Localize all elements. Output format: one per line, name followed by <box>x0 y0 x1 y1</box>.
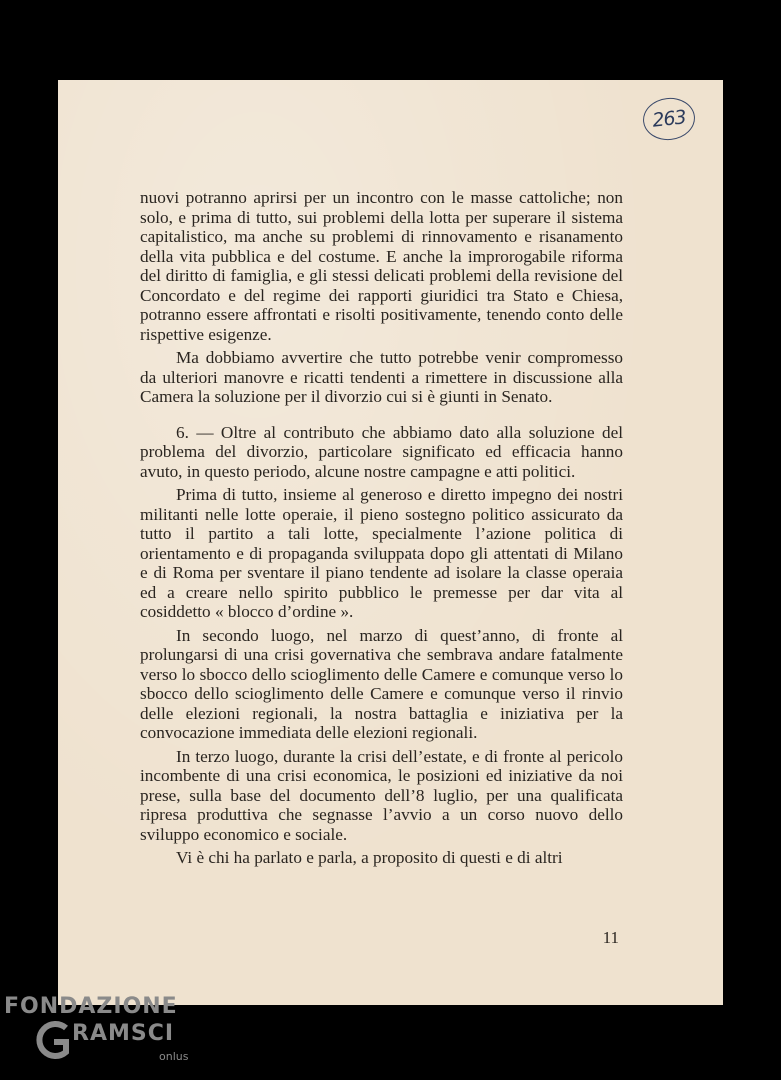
logo-line-3: onlus <box>159 1050 189 1063</box>
paragraph: In terzo luogo, durante la crisi dell’estate, e di fronte al pericolo incombente di una crisi economica, le posizioni ed iniziative da noi prese, sulla base del documento dell’8 luglio, per una qualificata ripresa produttiva che segnasse l’avvio a un corso nuovo dello sviluppo economico e sociale. <box>140 746 623 844</box>
body-text <box>140 188 623 868</box>
paragraph: Prima di tutto, insieme al generoso e diretto impegno dei nostri militanti nelle lotte operaie, il pieno sostegno politico assicurato da tutto il partito a tali lotte, specialmente l’azione politica di orientamento e di propaganda sviluppata dopo gli attentati di Milano e di Roma per sventare il piano tendente ad isolare la classe operaia ed a creare nello spirito pubblico le premesse per dar vita al cosiddetto « blocco d’ordine ». <box>140 485 623 621</box>
logo-line-2: RAMSCI <box>72 1021 175 1046</box>
paragraph-section-6: 6. — Oltre al contributo che abbiamo dato alla soluzione del problema del divorzio, particolare significato ed efficacia hanno avuto, in questo periodo, alcune nostre campagne e atti politici. <box>140 422 623 481</box>
archive-stamp <box>641 95 697 142</box>
paragraph: In secondo luogo, nel marzo di quest’anno, di fronte al prolungarsi di una crisi governativa che sembrava andare fatalmente verso lo sbocco dello scioglimento delle Camere e comunque verso lo sbocco dello scioglimento delle Camere e comunque verso il rinvio delle elezioni regionali, la nostra battaglia e iniziativa per la convocazione immediata delle elezioni regionali. <box>140 625 623 742</box>
paragraph: Vi è chi ha parlato e parla, a proposito di questi e di altri <box>176 848 563 867</box>
stamp-number: 263 <box>651 106 687 132</box>
paragraph: Ma dobbiamo avvertire che tutto potrebbe venir compromesso da ulteriori manovre e ricatti tendenti a rimettere in discussione alla Camera la soluzione per il divorzio cui si è giunti in Senato. <box>140 348 623 406</box>
document-page <box>58 80 723 1005</box>
logo-g-icon <box>32 1016 72 1064</box>
logo-line-1: FONDAZIONE <box>4 994 178 1019</box>
paragraph-continuation: nuovi potranno aprirsi per un incontro con le masse cattoliche; non solo, e prima di tutto, sui problemi della lotta per superare il sistema capitalistico, ma anche su problemi di rinnovamento e risanamento della vita pubblica e del costume. E anche la improrogabile riforma del diritto di famiglia, e gli stessi delicati problemi della revisione del Concordato e del regime dei rapporti giuridici tra Stato e Chiesa, potranno essere affrontati e risolti positivamente, tenendo conto delle rispettive esigenze. <box>140 188 623 344</box>
fondazione-gramsci-logo <box>4 994 204 1074</box>
page-number: 11 <box>602 928 619 947</box>
